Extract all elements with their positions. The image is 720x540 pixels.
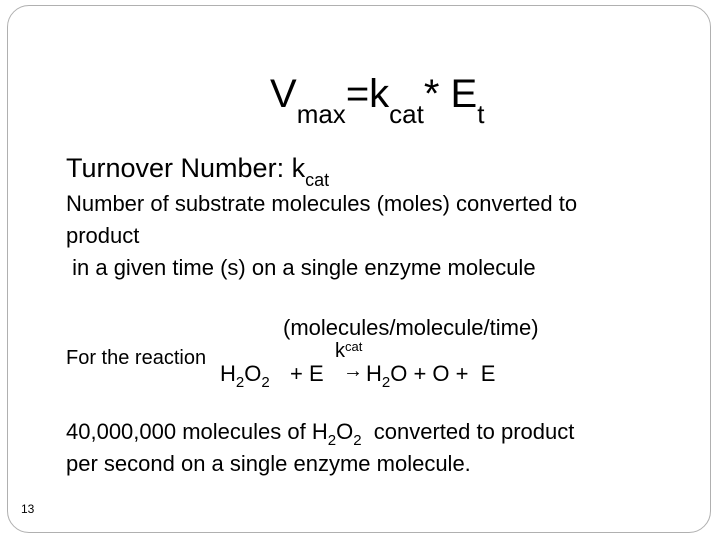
title-v-subscript: max [296,99,346,129]
arrow-kcat-label [335,341,362,361]
product-h: H [366,361,382,386]
result-line-1-start: 40,000,000 molecules of H [66,419,328,444]
definition-line-2: product [66,223,140,248]
title-times-e: * E [423,72,478,116]
product-rest: O + O + E [390,361,496,386]
title-k-subscript: cat [389,99,424,129]
definition-line-3: in a given time (s) on a single enzyme molecule [66,255,536,280]
reactant-h: H [220,361,236,386]
result-o-subscript: 2 [353,432,362,449]
slide-number: 13 [21,502,35,516]
result-line-1-end: converted to product [361,419,575,444]
subtitle-turnover-number [66,153,330,190]
title-v: V [270,72,297,116]
reactant-plus-enzyme: + E [290,361,324,386]
reactant-o: O [244,361,262,386]
title-e-subscript: t [477,99,485,129]
kcat-subscript: cat [345,339,363,354]
subtitle-subscript: cat [305,170,330,190]
definition-line-1: Number of substrate molecules (moles) converted to [66,191,578,216]
reactant-h2o2 [220,361,270,391]
reactant-h-subscript: 2 [235,374,245,391]
result-h-subscript: 2 [327,432,337,449]
result-line-2: per second on a single enzyme molecule. [66,451,471,476]
kcat-k: k [335,340,345,362]
reactant-o-subscript: 2 [261,374,270,391]
result-o: O [336,419,354,444]
result-line-1 [66,419,575,449]
reaction-arrow-icon: → [343,360,363,382]
slide-title-formula [270,72,485,129]
product-h-subscript: 2 [381,374,391,391]
reaction-label: For the reaction [66,347,207,369]
subtitle-text: Turnover Number: k [66,153,306,183]
title-equals-k: =k [345,72,390,116]
reaction-products [366,361,496,391]
units-text: (molecules/molecule/time) [283,315,539,340]
